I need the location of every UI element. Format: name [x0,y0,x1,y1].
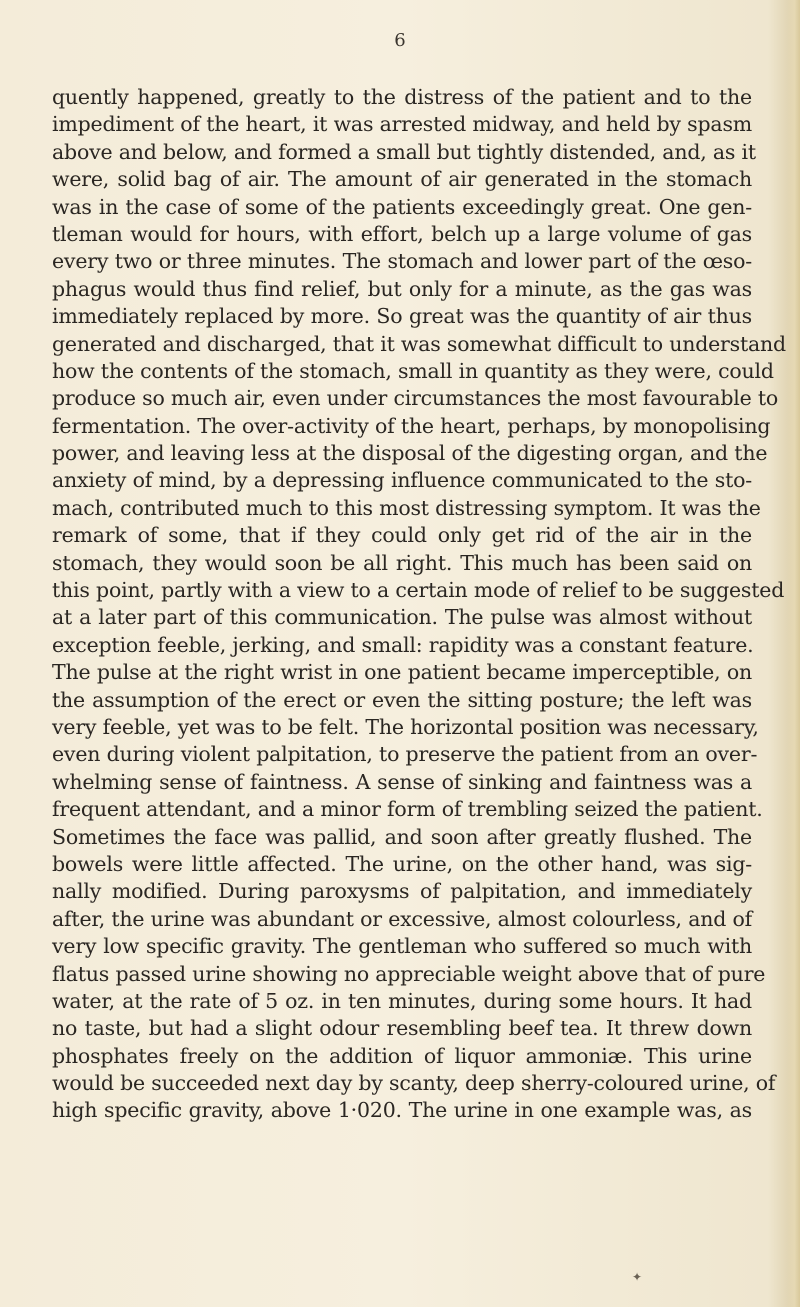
body-text [52,84,786,1125]
text-line: even during violent palpitation, to preserve the patient from an over- [52,742,758,767]
text-line: The pulse at the right wrist in one patient became imperceptible, on [52,660,752,685]
text-line: frequent attendant, and a minor form of trembling seized the patient. [52,797,763,822]
text-line: Sometimes the face was pallid, and soon after greatly flushed. The [52,824,752,849]
text-line: were, solid bag of air. The amount of air generated in the stomach [52,167,752,192]
text-line: tleman would for hours, with effort, belch up a large volume of gas [52,221,752,246]
text-line: this point, partly with a view to a certain mode of relief to be suggested [52,578,785,603]
page-number: 6 [394,30,406,51]
text-line: bowels were little affected. The urine, on the other hand, was sig- [52,851,752,876]
text-line: produce so much air, even under circumstances the most favourable to [52,386,779,411]
page-edge-shadow [786,0,800,1307]
text-line: was in the case of some of the patients exceedingly great. One gen- [52,194,752,219]
stray-ink-mark: ✦ [632,1270,643,1284]
text-line: mach, contributed much to this most distressing symptom. It was the [52,495,761,520]
text-line: after, the urine was abundant or excessive, almost colourless, and of [52,906,752,931]
text-line: very feeble, yet was to be felt. The horizontal position was necessary, [52,714,759,739]
text-line: water, at the rate of 5 oz. in ten minutes, during some hours. It had [52,988,752,1013]
text-line: fermentation. The over-activity of the heart, perhaps, by monopolising [52,413,771,438]
text-line: anxiety of mind, by a depressing influence communicated to the sto- [52,468,752,493]
text-line: power, and leaving less at the disposal of the digesting organ, and the [52,441,768,466]
text-line: no taste, but had a slight odour resembling beef tea. It threw down [52,1016,752,1041]
text-line: generated and discharged, that it was somewhat difficult to understand [52,331,786,356]
text-line: exception feeble, jerking, and small: rapidity was a constant feature. [52,632,754,657]
text-line: stomach, they would soon be all right. This much has been said on [52,550,752,575]
text-line: phosphates freely on the addition of liquor ammoniæ. This urine [52,1043,752,1068]
text-line: how the contents of the stomach, small in quantity as they were, could [52,358,774,383]
text-line: remark of some, that if they could only get rid of the air in the [52,523,752,548]
text-line: every two or three minutes. The stomach and lower part of the œso- [52,249,752,274]
text-line: very low specific gravity. The gentleman who suffered so much with [52,934,752,959]
text-line: at a later part of this communication. The pulse was almost without [52,605,752,630]
text-line: whelming sense of faintness. A sense of sinking and faintness was a [52,769,752,794]
text-line: phagus would thus find relief, but only for a minute, as the gas was [52,276,752,301]
text-line: above and below, and formed a small but tightly distended, and, as it [52,139,756,164]
text-line: flatus passed urine showing no appreciable weight above that of pure [52,961,766,986]
text-line: quently happened, greatly to the distress of the patient and to the [52,85,752,109]
text-line: the assumption of the erect or even the sitting posture; the left was [52,687,752,712]
text-line: nally modified. During paroxysms of palpitation, and immediately [52,879,752,904]
text-line: impediment of the heart, it was arrested midway, and held by spasm [52,112,752,137]
text-line: would be succeeded next day by scanty, deep sherry-coloured urine, of [52,1071,776,1096]
text-line: high specific gravity, above 1·020. The urine in one example was, as [52,1098,752,1123]
text-line: immediately replaced by more. So great was the quantity of air thus [52,304,752,329]
